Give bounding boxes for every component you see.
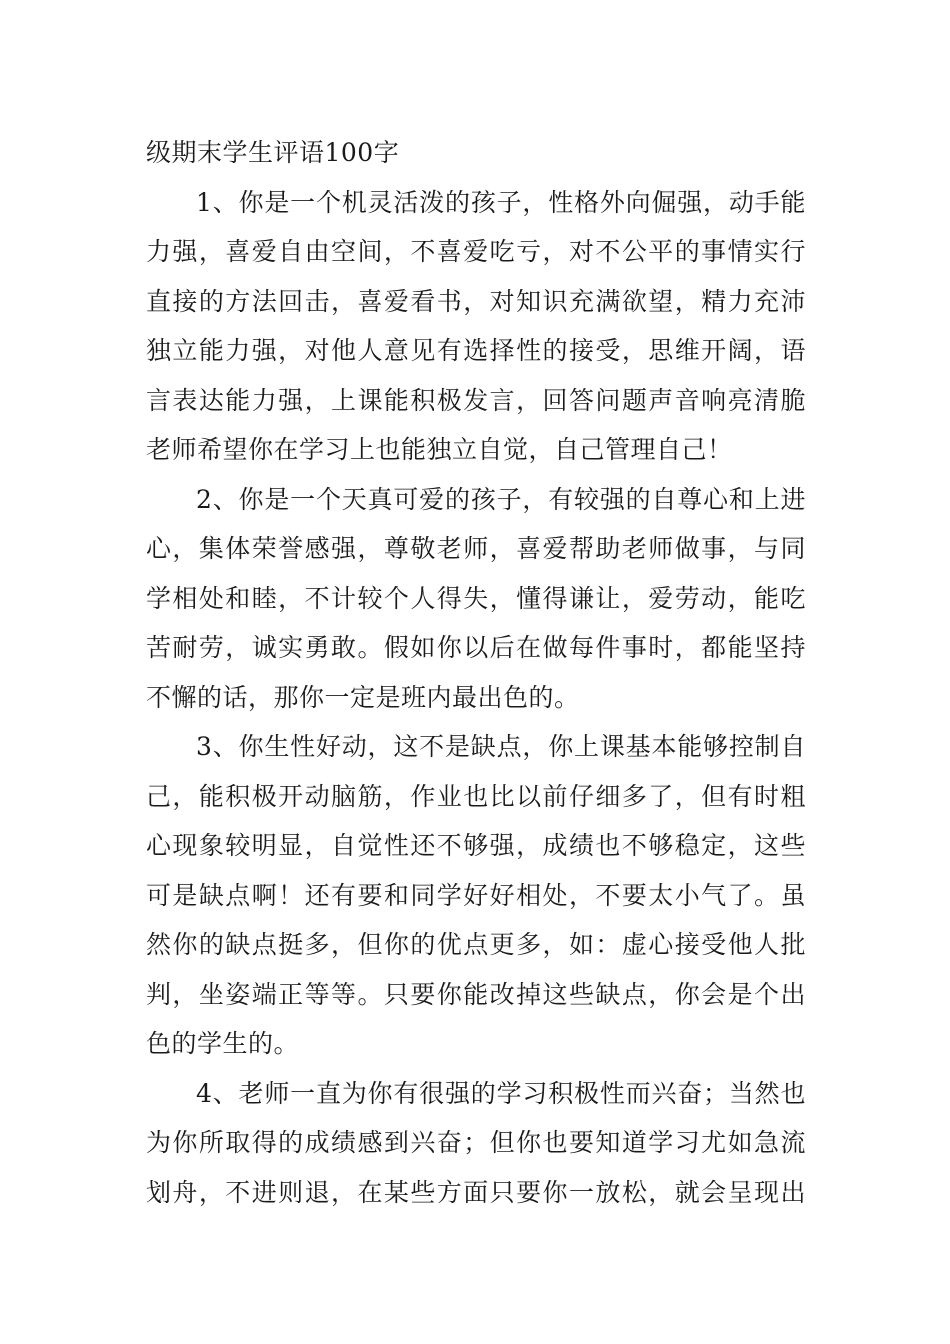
- paragraph-line: 己，能积极开动脑筋，作业也比以前仔细多了，但有时粗: [146, 781, 806, 811]
- paragraph-line: 力强，喜爱自由空间，不喜爱吃亏，对不公平的事情实行: [146, 237, 806, 266]
- paragraph-3: [146, 722, 806, 1069]
- paragraph-line: 然你的缺点挺多，但你的优点更多，如：虚心接受他人批: [146, 930, 806, 959]
- paragraph-line: 色的学生的。: [146, 1029, 300, 1058]
- paragraph-line: 独立能力强，对他人意见有选择性的接受，思维开阔，语: [146, 336, 806, 365]
- paragraph-line: 可是缺点啊！还有要和同学好好相处，不要太小气了。虽: [146, 880, 806, 910]
- paragraph-line: 1、你是一个机灵活泼的孩子，性格外向倔强，动手能: [196, 187, 806, 217]
- paragraph-line: 2、你是一个天真可爱的孩子，有较强的自尊心和上进: [196, 484, 806, 514]
- paragraph-line: 老师希望你在学习上也能独立自觉，自己管理自己！: [146, 435, 733, 464]
- paragraph-line: 3、你生性好动，这不是缺点，你上课基本能够控制自: [196, 732, 806, 761]
- paragraph-line: 心现象较明显，自觉性还不够强，成绩也不够稳定，这些: [146, 831, 806, 860]
- document-body: [146, 128, 806, 1217]
- paragraph-line: 划舟，不进则退，在某些方面只要你一放松，就会呈现出: [146, 1177, 806, 1207]
- paragraph-2: [146, 475, 806, 723]
- document-title: 级期末学生评语100字: [146, 138, 400, 167]
- paragraph-line: 4、老师一直为你有很强的学习积极性而兴奋；当然也: [196, 1078, 806, 1108]
- paragraph-line: 为你所取得的成绩感到兴奋；但你也要知道学习尤如急流: [146, 1128, 806, 1157]
- paragraph-line: 学相处和睦，不计较个人得失，懂得谦让，爱劳动，能吃: [146, 583, 806, 613]
- paragraph-line: 心，集体荣誉感强，尊敬老师，喜爱帮助老师做事，与同: [146, 534, 806, 563]
- paragraph-line: 判，坐姿端正等等。只要你能改掉这些缺点，你会是个出: [146, 979, 806, 1009]
- paragraph-line: 言表达能力强，上课能积极发言，回答问题声音响亮清脆: [146, 385, 806, 415]
- paragraph-4: [146, 1069, 806, 1218]
- paragraph-line: 不懈的话，那你一定是班内最出色的。: [146, 682, 580, 712]
- paragraph-line: 直接的方法回击，喜爱看书，对知识充满欲望，精力充沛: [146, 286, 806, 316]
- paragraph-line: 苦耐劳，诚实勇敢。假如你以后在做每件事时，都能坚持: [146, 633, 806, 662]
- paragraph-1: [146, 178, 806, 475]
